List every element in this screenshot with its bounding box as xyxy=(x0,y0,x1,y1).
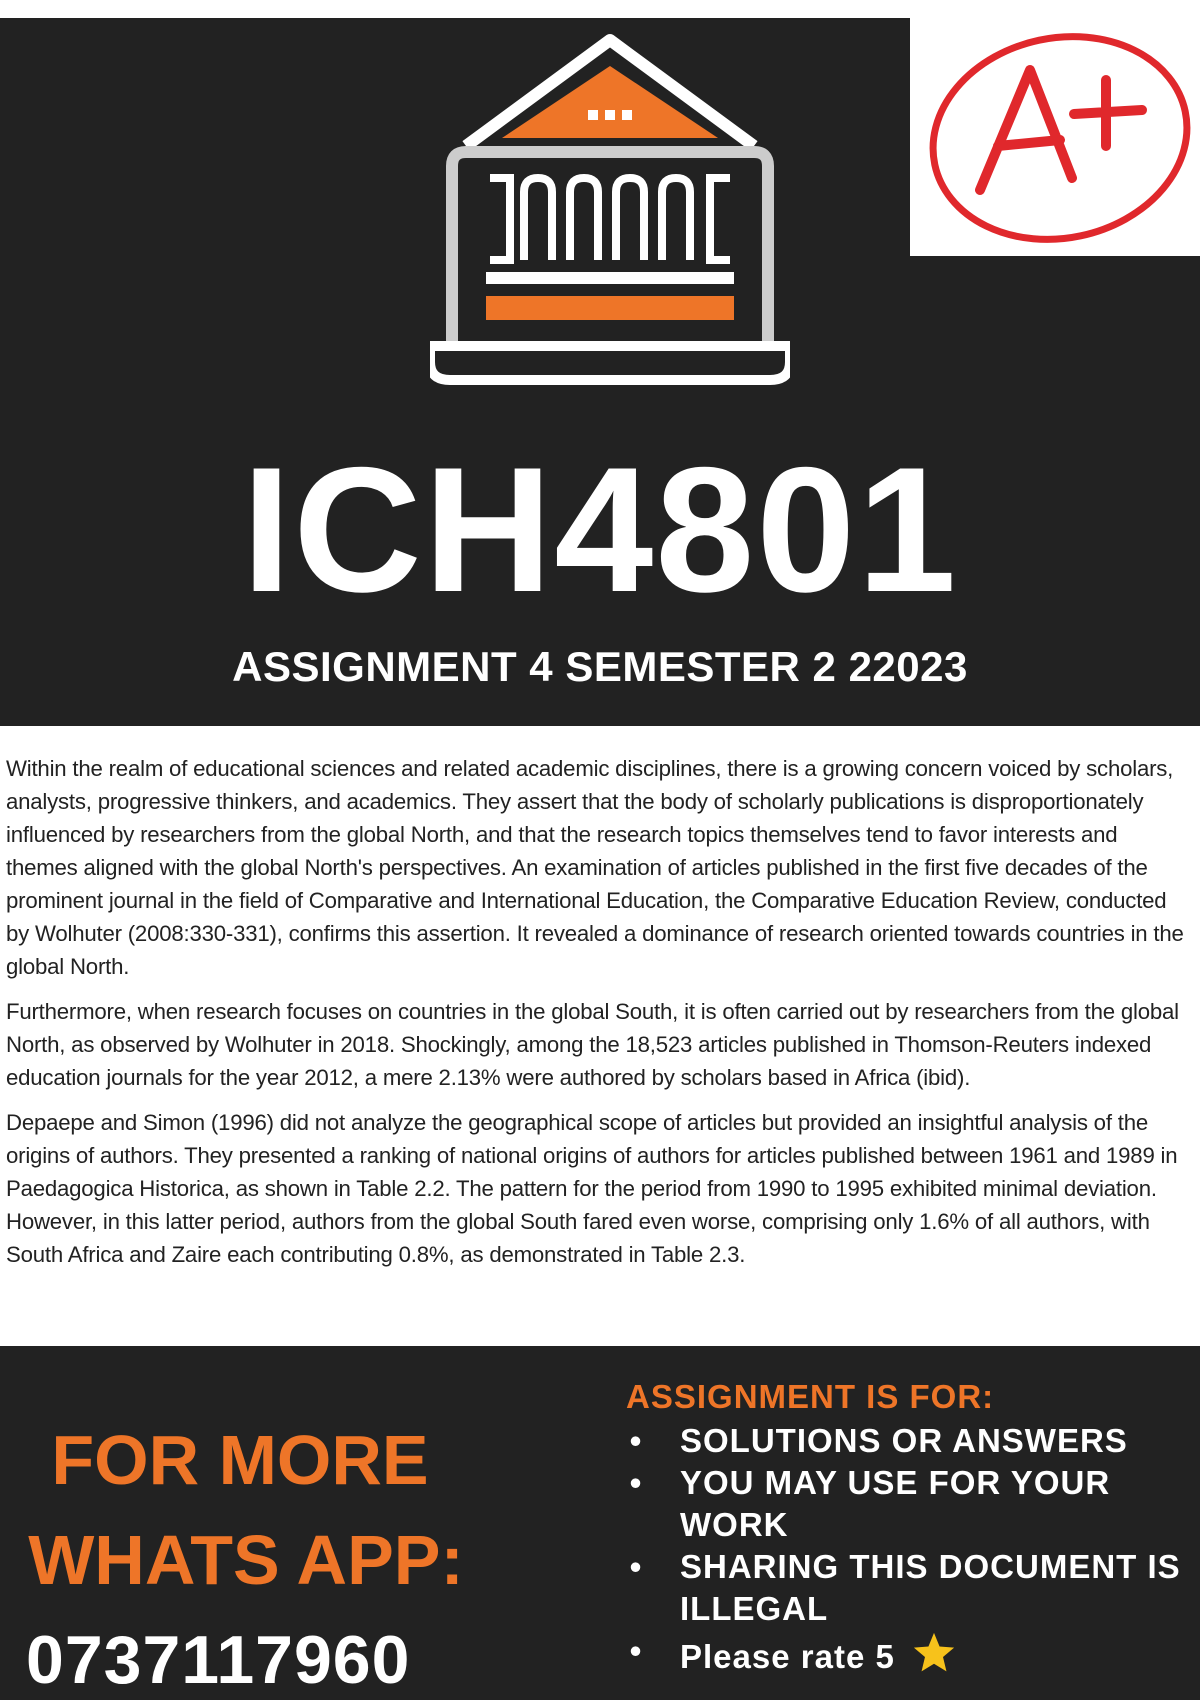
contact-line-1: FOR MORE xyxy=(51,1421,429,1499)
bullet-icon: • xyxy=(629,1422,643,1459)
bullet-icon: • xyxy=(629,1632,643,1669)
online-school-laptop-icon xyxy=(430,28,790,398)
list-item-text: SOLUTIONS OR ANSWERS xyxy=(680,1422,1128,1459)
assignment-notes xyxy=(626,1376,1186,1678)
paragraph: Within the realm of educational sciences and related academic disciplines, there is a growing concern voiced by scholars, analysts, progressive thinkers, and academics. They assert that the body of scholarly publications is disproportionately influenced by researchers from the global North, and that the research topics themselves tend to favor interests and themes aligned with the global North's perspectives. An examination of articles published in the first five decades of the prominent journal in the field of Comparative and International Education, the Comparative Education Review, conducted by Wolhuter (2008:330-331), confirms this assertion. It revealed a dominance of research oriented towards countries in the global North. xyxy=(6,756,1184,979)
notes-heading: ASSIGNMENT IS FOR: xyxy=(626,1378,995,1415)
paragraph: Depaepe and Simon (1996) did not analyze the geographical scope of articles but provided an insightful analysis of the origins of authors. They presented a ranking of national origins of authors for articles published between 1961 and 1989 in Paedagogica Historica, as shown in Table 2.2. The pattern for the period from 1990 to 1995 exhibited minimal deviation. However, in this latter period, authors from the global South fared even worse, comprising only 1.6% of all authors, with South Africa and Zaire each contributing 0.8%, as demonstrated in Table 2.3. xyxy=(6,1110,1178,1267)
list-item xyxy=(626,1420,1186,1462)
list-item-text: Please rate 5 xyxy=(680,1638,895,1675)
list-item-text: YOU MAY USE FOR YOUR WORK xyxy=(680,1464,1111,1543)
list-item xyxy=(626,1462,1186,1546)
whatsapp-phone-number: 0737117960 xyxy=(26,1622,411,1698)
list-item xyxy=(626,1630,1186,1678)
star-icon xyxy=(911,1630,957,1676)
contact-line-2: WHATS APP: xyxy=(28,1521,464,1599)
document-excerpt xyxy=(0,726,1200,1346)
assignment-subtitle: ASSIGNMENT 4 SEMESTER 2 22023 xyxy=(232,643,968,690)
paragraph: Furthermore, when research focuses on countries in the global South, it is often carried out by researchers from the global North, as observed by Wolhuter in 2018. Shockingly, among the 18,523 articles published in Thomson-Reuters indexed education journals for the year 2012, a mere 2.13% were authored by scholars based in Africa (ibid). xyxy=(6,999,1179,1090)
notes-list xyxy=(626,1420,1186,1678)
list-item-text: SHARING THIS DOCUMENT IS ILLEGAL xyxy=(680,1548,1181,1627)
grade-mark xyxy=(910,18,1200,256)
bullet-icon: • xyxy=(629,1548,643,1585)
list-item xyxy=(626,1546,1186,1630)
bullet-icon: • xyxy=(629,1464,643,1501)
course-code-title: ICH4801 xyxy=(241,430,959,629)
grade-a-plus-icon xyxy=(910,18,1200,256)
school-laptop-logo xyxy=(430,28,790,398)
